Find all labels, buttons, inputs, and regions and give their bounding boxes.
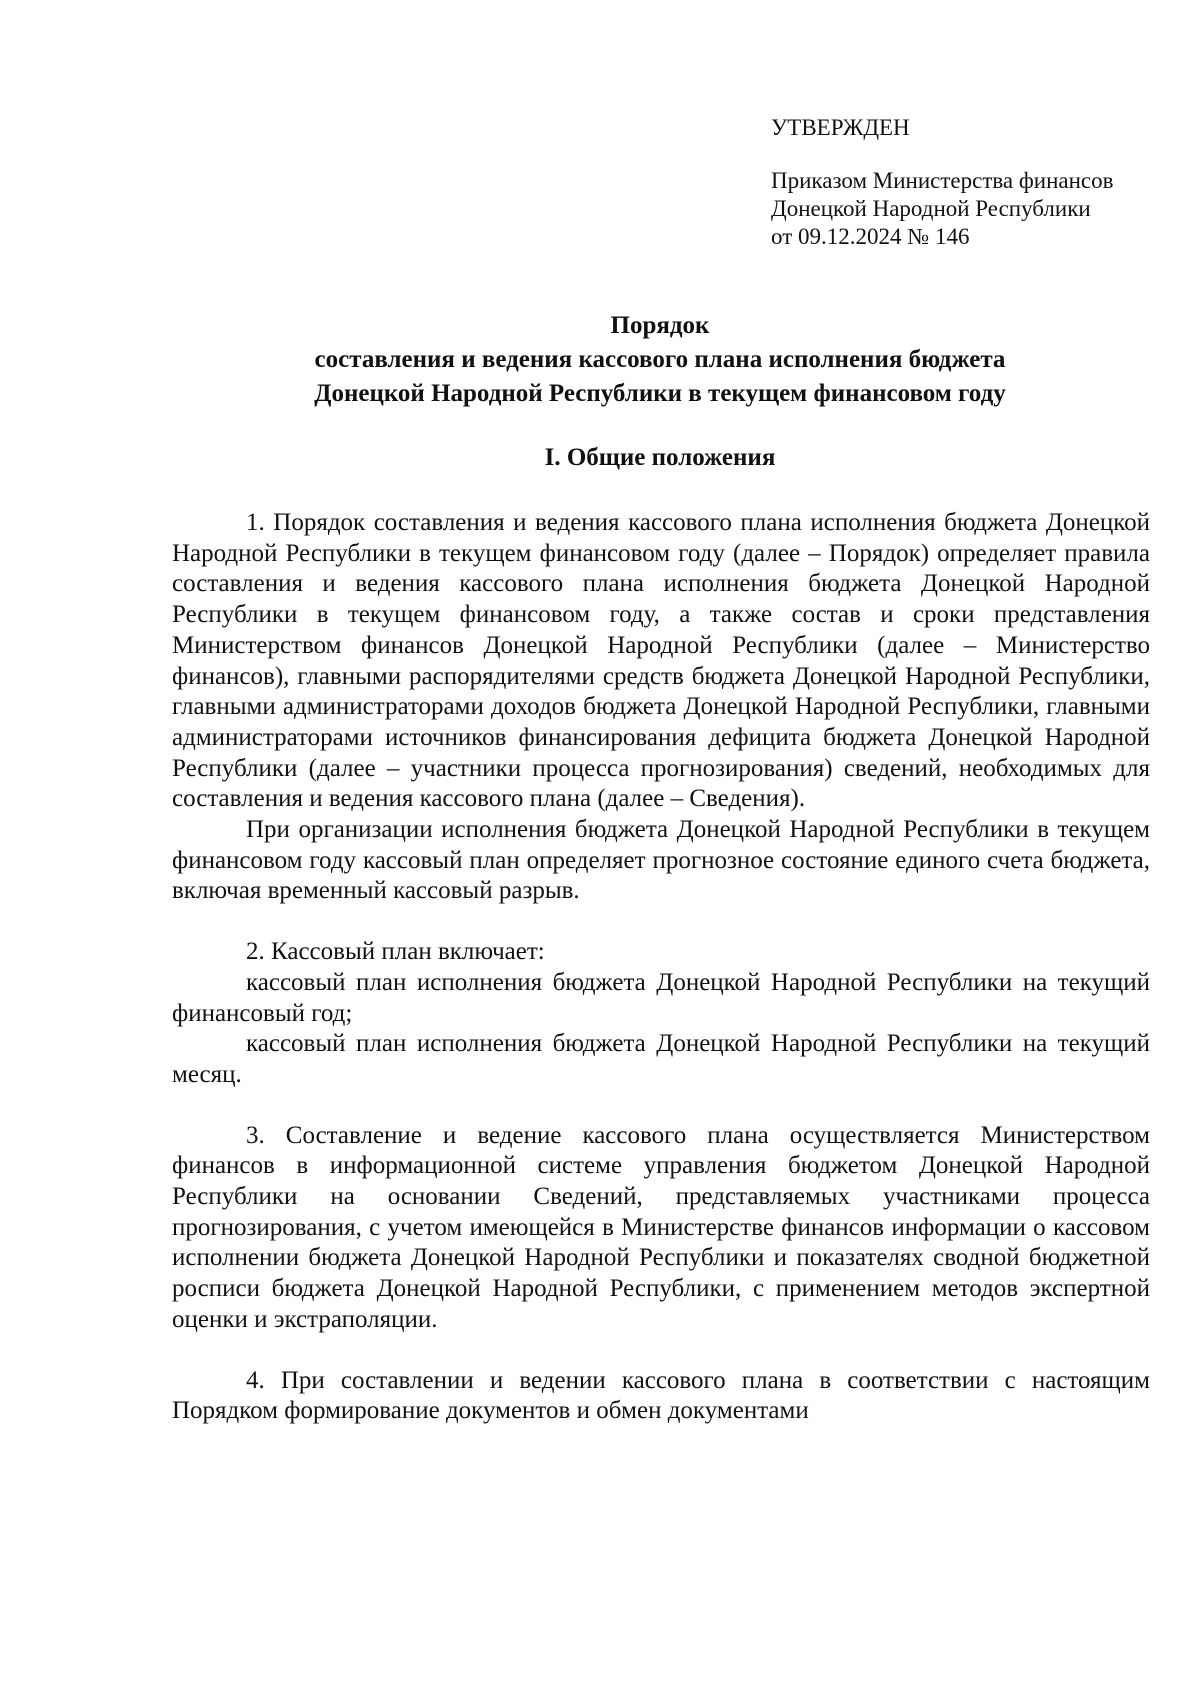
section-heading: I. Общие положения bbox=[544, 444, 776, 471]
document-title bbox=[170, 309, 1150, 411]
paragraph-2-item-month: кассовый план исполнения бюджета Донецкой Народной Республики на текущий месяц. bbox=[172, 1030, 1150, 1088]
document-title-line-1: Порядок bbox=[610, 312, 710, 339]
approval-stamp bbox=[771, 114, 1171, 251]
paragraph-1-continued: При организации исполнения бюджета Донецкой Народной Республики в текущем финансовом году кассовый план определяет прогнозное состояние единого счета бюджета, включая временный кассовый разрыв. bbox=[172, 816, 1150, 905]
paragraph-3: 3. Составление и ведение кассового плана осуществляется Министерством финансов в информационной системе управления бюджетом Донецкой Народной Республики на основании Сведений, представляемых участниками процесса прогнозирования, с учетом имеющейся в Министерстве финансов информации о кассовом исполнении бюджета Донецкой Народной Республики и показателях сводной бюджетной росписи бюджета Донецкой Народной Республики, с применением методов экспертной оценки и экстраполяции. bbox=[172, 1121, 1150, 1333]
paragraph-4: 4. При составлении и ведении кассового плана в соответствии с настоящим Порядком формирование документов и обмен документами bbox=[172, 1366, 1150, 1425]
document-title-line-2: составления и ведения кассового плана исполнения бюджета bbox=[314, 346, 1006, 373]
document-title-line-3: Донецкой Народной Республики в текущем финансовом году bbox=[314, 380, 1006, 407]
approval-line-order: Приказом Министерства финансов bbox=[771, 168, 1114, 193]
paragraph-1: 1. Порядок составления и ведения кассового плана исполнения бюджета Донецкой Народной Республики в текущем финансовом году (далее – Порядок) определяет правила составления и ведения кассового плана исполнения бюджета Донецкой Народной Республики в текущем финансовом году, а также состав и сроки представления Министерством финансов Донецкой Народной Республики (далее – Министерство финансов), главными распорядителями средств бюджета Донецкой Народной Республики, главными администраторами доходов бюджета Донецкой Народной Республики, главными администраторами источников финансирования дефицита бюджета Донецкой Народной Республики (далее – участники процесса прогнозирования) сведений, необходимых для составления и ведения кассового плана (далее – Сведения). bbox=[172, 509, 1150, 813]
paragraph-2-item-year: кассовый план исполнения бюджета Донецкой Народной Республики на текущий финансовый год; bbox=[172, 968, 1150, 1027]
paragraph-2: 2. Кассовый план включает: bbox=[246, 938, 545, 966]
body-text bbox=[172, 508, 1150, 1427]
approval-title: УТВЕРЖДЕН bbox=[771, 115, 910, 140]
approval-line-republic: Донецкой Народной Республики bbox=[771, 196, 1091, 221]
approval-line-date: от 09.12.2024 № 146 bbox=[771, 224, 970, 249]
